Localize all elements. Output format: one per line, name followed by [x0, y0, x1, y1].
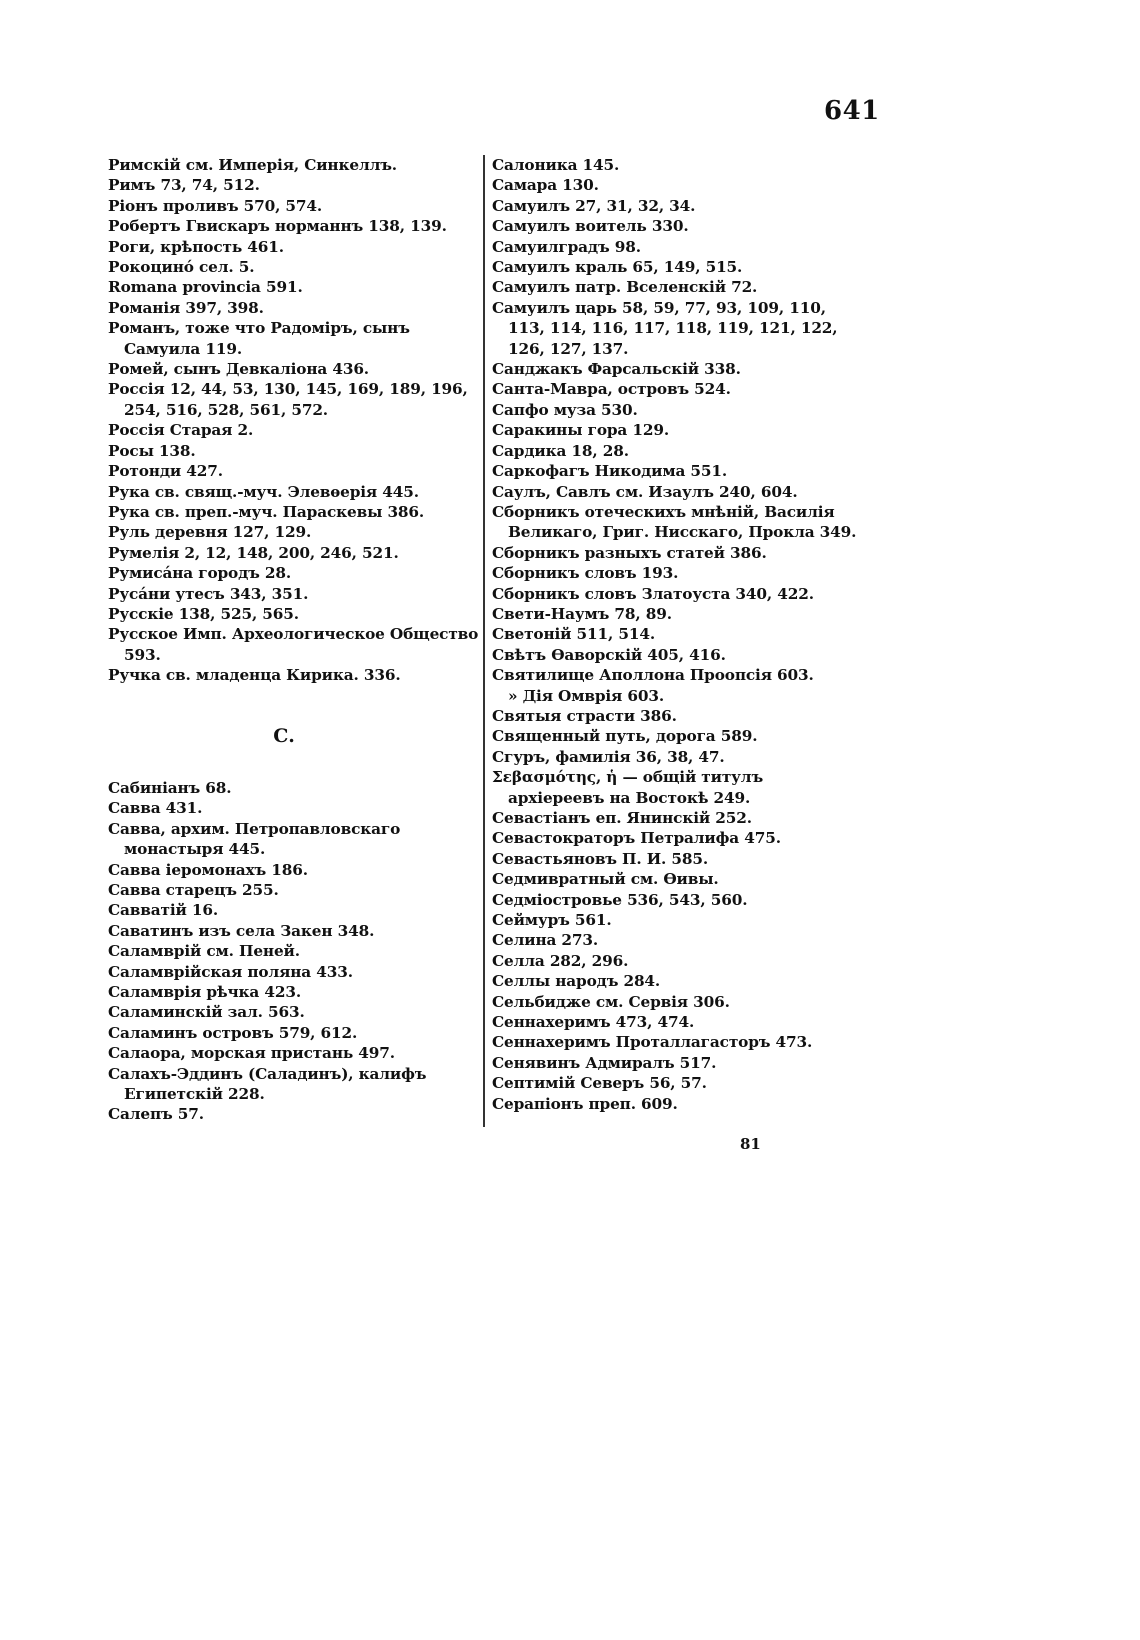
index-entry: Седміостровье 536, 543, 560.	[492, 890, 748, 909]
index-column-right	[492, 155, 864, 1114]
index-entry: Римъ 73, 74, 512.	[108, 176, 260, 195]
index-entry: Ріонъ проливъ 570, 574.	[108, 196, 323, 215]
index-entry: Ручка св. младенца Кирика. 336.	[108, 666, 401, 685]
index-entry: Саламврія рѣчка 423.	[108, 983, 302, 1002]
index-entry: Серапіонъ преп. 609.	[492, 1094, 678, 1113]
index-entry: Сеймуръ 561.	[492, 911, 612, 930]
index-entry: Сардика 18, 28.	[492, 441, 629, 460]
index-entry: Самуилградъ 98.	[492, 237, 641, 256]
index-entry: Рука св. свящ.-муч. Элевѳерія 445.	[108, 482, 419, 501]
index-entry: Севастіанъ еп. Янинскій 252.	[492, 809, 752, 827]
index-entry: Сборникъ словъ 193.	[492, 564, 679, 583]
index-entry: » Дія Омврія 603.	[508, 686, 665, 705]
index-entry: Салаора, морская пристань 497.	[108, 1044, 395, 1063]
index-entry: Romana provincia 591.	[108, 278, 303, 297]
index-entry: Робертъ Гвискаръ норманнъ 138, 139.	[108, 217, 447, 236]
index-entry: Селлы народъ 284.	[492, 972, 661, 991]
index-entry: Саламинъ островъ 579, 612.	[108, 1023, 358, 1042]
index-entry: Самара 130.	[492, 176, 599, 195]
index-entry: Севастьяновъ П. И. 585.	[492, 849, 709, 868]
index-entry: Селина 273.	[492, 931, 599, 950]
index-entry: Седмивратный см. Ѳивы.	[492, 870, 719, 889]
index-entry: Романъ, тоже что Радоміръ, сынъ Самуила 119.	[108, 319, 410, 358]
index-entry: Савва 431.	[108, 799, 203, 818]
index-entry: Сборникъ разныхъ статей 386.	[492, 543, 767, 562]
index-entry: Россія 12, 44, 53, 130, 145, 169, 189, 196, 254, 516, 528, 561, 572.	[108, 380, 468, 419]
index-entry: Сгуръ, фамилія 36, 38, 47.	[492, 747, 725, 766]
index-entry: Саркофагъ Никодима 551.	[492, 462, 728, 481]
signature-mark: 81	[740, 1135, 761, 1153]
index-entry: Самуилъ краль 65, 149, 515.	[492, 258, 743, 277]
index-entry: Салепъ 57.	[108, 1105, 204, 1124]
index-entry: Святилище Аполлона Проопсія 603.	[492, 666, 814, 685]
index-entry: Русское Имп. Археологическое Общество 593.	[108, 625, 479, 664]
column-divider	[483, 155, 485, 1127]
index-column-left	[108, 155, 480, 1125]
index-entry: Сеннахеримъ Проталлагасторъ 473.	[492, 1033, 813, 1052]
index-entry: Самуилъ воитель 330.	[492, 217, 689, 236]
index-entry: Саватинъ изъ села Закен 348.	[108, 921, 375, 940]
index-entry: Священный путь, дорога 589.	[492, 727, 758, 746]
page-number: 641	[824, 96, 880, 126]
index-entry: Рокоцинó сел. 5.	[108, 258, 255, 277]
index-entry: Руль деревня 127, 129.	[108, 523, 312, 542]
index-entry: Севастократоръ Петралифа 475.	[492, 829, 781, 848]
index-entry: Свети-Наумъ 78, 89.	[492, 604, 672, 623]
index-entry: Самуилъ патр. Вселенскій 72.	[492, 278, 758, 297]
index-entry: Ротонди 427.	[108, 462, 223, 481]
index-entry: Савва старецъ 255.	[108, 881, 279, 899]
index-entry: Римскій см. Имперія, Синкеллъ.	[108, 156, 397, 174]
index-entry: Росы 138.	[108, 441, 196, 460]
index-entry: Санджакъ Фарсальскій 338.	[492, 360, 741, 379]
index-entry: Ромей, сынъ Девкаліона 436.	[108, 360, 369, 379]
index-entry: Рука св. преп.-муч. Параскевы 386.	[108, 502, 425, 521]
index-entry: Саламврійская поляна 433.	[108, 962, 353, 981]
index-entry: Светоній 511, 514.	[492, 625, 656, 644]
index-entry: Саламинскій зал. 563.	[108, 1003, 305, 1022]
index-entry: Роги, крѣпость 461.	[108, 237, 284, 256]
index-entry: Сельбидже см. Сервія 306.	[492, 992, 730, 1011]
section-letter-heading: С.	[273, 724, 295, 747]
index-entry: Русскіе 138, 525, 565.	[108, 604, 299, 623]
index-entry: Септимій Северъ 56, 57.	[492, 1074, 707, 1093]
index-entry: Салоника 145.	[492, 156, 620, 174]
index-entry: Румелія 2, 12, 148, 200, 246, 521.	[108, 543, 399, 562]
index-entry: Сборникъ отеческихъ мнѣній, Василія Великаго, Григ. Нисскаго, Прокла 349.	[492, 502, 857, 542]
index-entry: Савва, архим. Петропавловскаго монастыря 445.	[108, 819, 401, 859]
index-entry: Свѣтъ Ѳаворскій 405, 416.	[492, 645, 726, 664]
index-entry: Селла 282, 296.	[492, 951, 629, 970]
index-entry: Русáни утесъ 343, 351.	[108, 584, 309, 603]
index-entry: Савватій 16.	[108, 901, 219, 920]
index-entry: Сапфо муза 530.	[492, 400, 638, 419]
index-entry: Самуилъ царь 58, 59, 77, 93, 109, 110, 113, 114, 116, 117, 118, 119, 121, 122, 126, 127, 137.	[492, 298, 838, 358]
index-entry: Святыя страсти 386.	[492, 706, 677, 725]
index-entry: Самуилъ 27, 31, 32, 34.	[492, 196, 696, 215]
index-entry: Савва іеромонахъ 186.	[108, 860, 308, 879]
index-entry: Сеннахеримъ 473, 474.	[492, 1013, 695, 1032]
index-entry: Σεβασμότης, ἡ — общій титулъ архіереевъ на Востокѣ 249.	[492, 768, 764, 807]
index-entry: Сенявинъ Адмиралъ 517.	[492, 1053, 717, 1072]
index-entries-s-continued	[492, 155, 864, 1114]
index-entry: Сборникъ словъ Златоуста 340, 422.	[492, 584, 814, 603]
index-entry: Саракины гора 129.	[492, 421, 670, 440]
index-entry: Саламврій см. Пеней.	[108, 942, 300, 961]
index-entry: Россія Старая 2.	[108, 421, 254, 440]
index-entry: Румисáна городъ 28.	[108, 564, 292, 583]
index-entry: Салахъ-Эддинъ (Саладинъ), калифъ Египетскій 228.	[108, 1064, 427, 1104]
index-entry: Саулъ, Савлъ см. Изаулъ 240, 604.	[492, 482, 798, 501]
index-entries-s	[108, 778, 480, 1125]
index-entries-r	[108, 155, 480, 686]
index-entry: Санта-Мавра, островъ 524.	[492, 380, 731, 399]
index-entry: Романія 397, 398.	[108, 298, 264, 317]
index-entry: Сабиніанъ 68.	[108, 778, 232, 797]
